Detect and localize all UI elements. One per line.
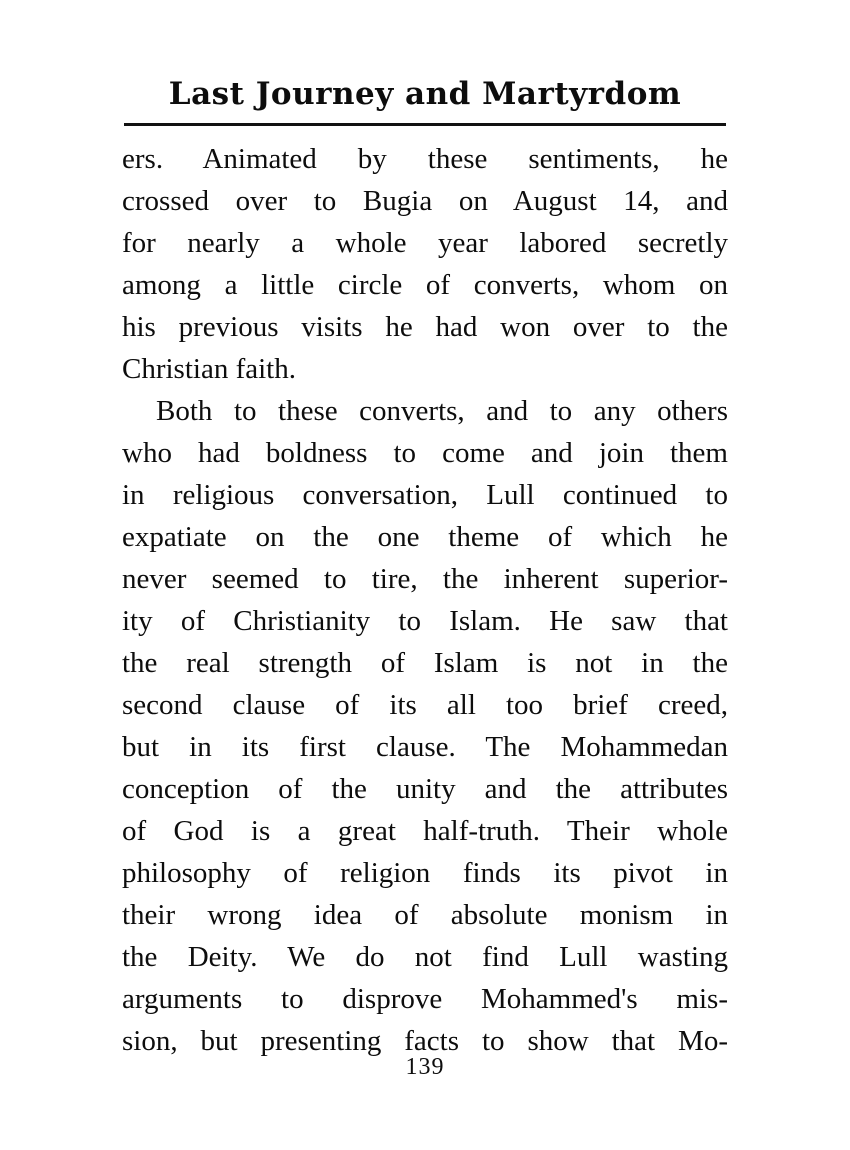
text-line: crossed over to Bugia on August 14, and xyxy=(122,185,728,217)
text-line: but in its first clause. The Mohammedan xyxy=(122,731,728,763)
text-line: who had boldness to come and join them xyxy=(122,437,728,469)
text-line: conception of the unity and the attributes xyxy=(122,773,728,805)
text-line: never seemed to tire, the inherent superior- xyxy=(122,563,728,595)
running-head: Last Journey and Martyrdom xyxy=(168,76,682,112)
text-line: among a little circle of converts, whom on xyxy=(122,269,728,301)
paragraph-2 xyxy=(122,390,728,1062)
text-line: his previous visits he had won over to the xyxy=(122,311,728,343)
header-rule xyxy=(124,123,726,126)
text-line: philosophy of religion finds its pivot in xyxy=(122,857,728,889)
text-line: their wrong idea of absolute monism in xyxy=(122,899,728,931)
text-line: Christian faith. xyxy=(122,353,296,385)
page-number: 139 xyxy=(405,1054,445,1080)
text-line: arguments to disprove Mohammed's mis- xyxy=(122,983,728,1015)
text-line: of God is a great half-truth. Their whole xyxy=(122,815,728,847)
text-line: ers. Animated by these sentiments, he xyxy=(122,143,728,175)
text-line: the Deity. We do not find Lull wasting xyxy=(122,941,728,973)
text-line: in religious conversation, Lull continued to xyxy=(122,479,728,511)
text-line: sion, but presenting facts to show that Mo- xyxy=(122,1025,728,1057)
text-line: expatiate on the one theme of which he xyxy=(122,521,728,553)
paragraph-1 xyxy=(122,138,728,390)
text-line: second clause of its all too brief creed, xyxy=(122,689,728,721)
text-line: ity of Christianity to Islam. He saw that xyxy=(122,605,728,637)
text-line: Both to these converts, and to any others xyxy=(156,395,728,427)
text-line: the real strength of Islam is not in the xyxy=(122,647,728,679)
body-text xyxy=(122,138,728,1062)
text-line: for nearly a whole year labored secretly xyxy=(122,227,728,259)
